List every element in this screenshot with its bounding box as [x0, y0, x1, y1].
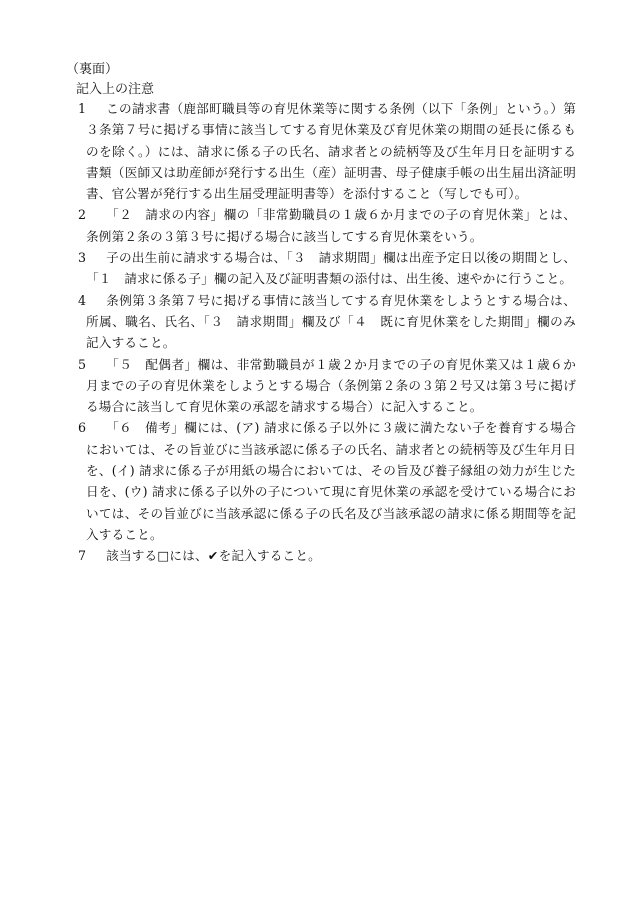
note-number: 2	[78, 207, 87, 223]
note-item	[76, 417, 576, 545]
note-item	[76, 204, 576, 247]
note-text: 「５ 配偶者」欄は、非常勤職員が１歳２か月までの子の育児休業又は１歳６か月までの子の育児休業をしようとする場合（条例第２条の３第２号又は第３号に掲げる場合に該当して育児休業の承認を請求する場合）に記入すること。	[86, 356, 576, 415]
notes-list	[76, 98, 576, 567]
note-number: 5	[78, 356, 87, 372]
note-text: この請求書（鹿部町職員等の育児休業等に関する条例（以下「条例」という。）第３条第７号に掲げる事情に該当してする育児休業及び育児休業の期間の延長に係るものを除く。）には、請求に係る子の氏名、請求者との続柄等及び生年月日を証明する書類（医師又は助産師が発行する出生（産）証明書、母子健康手帳の出生届出済証明書、官公署が発行する出生届受理証明書等）を添付すること（写しでも可）。	[86, 101, 576, 202]
note-number: 7	[78, 548, 87, 564]
note-item	[76, 290, 576, 354]
note-text: 「２ 請求の内容」欄の「非常勤職員の１歳６か月までの子の育児休業」とは、条例第２条の３第３号に掲げる場合に該当してする育児休業をいう。	[86, 207, 576, 244]
note-item	[76, 247, 576, 290]
note-text: 子の出生前に請求する場合は、「３ 請求期間」欄は出産予定日以後の期間とし、「１ 請求に係る子」欄の記入及び証明書類の添付は、出生後、速やかに行うこと。	[86, 250, 576, 287]
note-number: 3	[78, 250, 87, 266]
note-number: 6	[78, 420, 87, 436]
notes-heading: 記入上の注意	[76, 82, 155, 97]
note-item	[76, 354, 576, 418]
note-text: 該当する□には、✔を記入すること。	[106, 548, 321, 564]
note-number: 1	[78, 101, 87, 116]
note-text: 条例第３条第７号に掲げる事情に該当してする育児休業をしようとする場合は、所属、職名、氏名、「３ 請求期間」欄及び「４ 既に育児休業をした期間」欄のみ記入すること。	[86, 292, 576, 351]
note-item	[76, 98, 576, 204]
note-text: 「６ 備考」欄には、(ア) 請求に係る子以外に３歳に満たない子を養育する場合においては、その旨並びに当該承認に係る子の氏名、請求者との続柄等及び生年月日を、(イ) 請求に係る子が用紙の場合においては、その旨及び養子縁組の効力が生じた日を、(ウ) 請求に係る子以外の子について現に育児休業の承認を受けている場合においては、その旨並びに当該承認に係る子の氏名及び当該承認の請求に係る期間等を記入すること。	[86, 420, 576, 542]
reverse-side-label: （裏面）	[66, 62, 119, 77]
note-number: 4	[78, 292, 87, 308]
note-item	[76, 545, 576, 566]
